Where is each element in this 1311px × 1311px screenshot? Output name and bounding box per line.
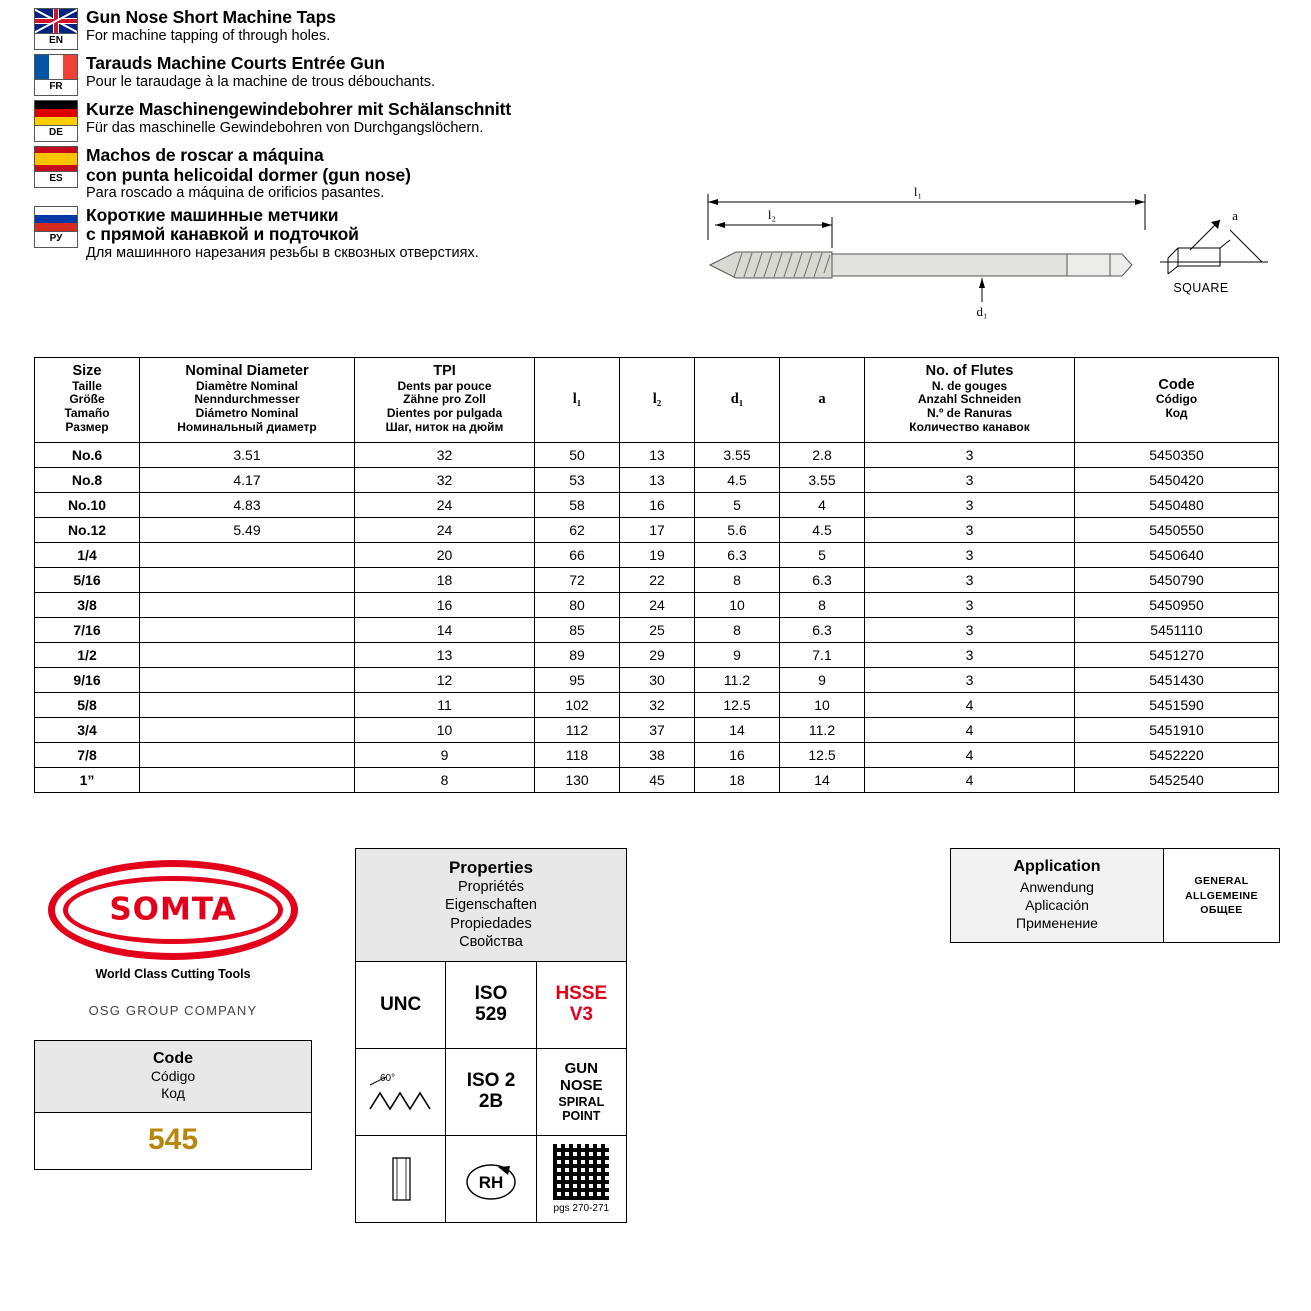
cell-flutes: 4 — [865, 692, 1075, 717]
cell-a: 4.5 — [780, 517, 865, 542]
language-text-ru — [86, 206, 674, 262]
table-row — [35, 517, 1279, 542]
cell-d1: 8 — [695, 567, 780, 592]
flag-box-en — [34, 8, 78, 50]
cell-d1: 4.5 — [695, 467, 780, 492]
table-row — [35, 717, 1279, 742]
uk-flag-icon — [34, 8, 78, 34]
cell-code: 5451110 — [1075, 617, 1279, 642]
table-row — [35, 442, 1279, 467]
cell-size: No.6 — [35, 442, 140, 467]
cell-a: 3.55 — [780, 467, 865, 492]
header-code: Code Código Код — [1075, 358, 1279, 443]
cell-flutes: 3 — [865, 617, 1075, 642]
flag-box-de — [34, 100, 78, 142]
cell-a: 4 — [780, 492, 865, 517]
table-row — [35, 642, 1279, 667]
label-square: SQUARE — [1173, 281, 1229, 295]
properties-title-fr: Propriétés — [457, 879, 525, 896]
header-d1: d₁ — [695, 358, 780, 443]
header-flutes: No. of Flutes N. de gouges Anzahl Schneiden N.º de Ranuras Количество канавок — [865, 358, 1075, 443]
flag-box-ru — [34, 206, 78, 248]
properties-row-3 — [356, 1136, 626, 1222]
gun-label: GUN — [564, 1060, 598, 1078]
cell-l2: 19 — [620, 542, 695, 567]
square-shank-icon — [381, 1150, 421, 1208]
header-l1: l₁ — [535, 358, 620, 443]
cell-d1: 18 — [695, 767, 780, 792]
cell-l2: 22 — [620, 567, 695, 592]
cell-size: 7/16 — [35, 617, 140, 642]
cell-d1: 16 — [695, 742, 780, 767]
language-code-de: DE — [34, 126, 78, 142]
cell-tpi: 13 — [355, 642, 535, 667]
cell-tpi: 32 — [355, 442, 535, 467]
cell-l2: 16 — [620, 492, 695, 517]
language-code-ru: РУ — [34, 232, 78, 248]
property-thread-angle — [356, 1049, 446, 1135]
cell-tpi: 12 — [355, 667, 535, 692]
cell-size: No.10 — [35, 492, 140, 517]
property-rotation-direction — [446, 1136, 536, 1222]
title-de: Kurze Maschinengewindebohrer mit Schälanschnitt — [86, 99, 512, 119]
somta-wordmark: SOMTA — [109, 891, 237, 928]
language-code-en: EN — [34, 34, 78, 50]
cell-a: 5 — [780, 542, 865, 567]
cell-l2: 30 — [620, 667, 695, 692]
subtitle-en: For machine tapping of through holes. — [86, 27, 331, 44]
cell-l1: 85 — [535, 617, 620, 642]
header-l2: l₂ — [620, 358, 695, 443]
qr-code-icon[interactable] — [553, 1144, 609, 1200]
table-row — [35, 567, 1279, 592]
properties-header — [356, 849, 626, 962]
cell-size: 3/4 — [35, 717, 140, 742]
cell-a: 10 — [780, 692, 865, 717]
application-title-es: Aplicación — [1025, 896, 1089, 913]
table-row — [35, 592, 1279, 617]
rh-label: RH — [478, 1172, 504, 1192]
hsse-v3-label: V3 — [569, 1003, 593, 1025]
cell-size: 1/4 — [35, 542, 140, 567]
cell-l1: 118 — [535, 742, 620, 767]
cell-flutes: 3 — [865, 467, 1075, 492]
language-block-de — [34, 100, 674, 142]
cell-a: 7.1 — [780, 642, 865, 667]
thread-angle-60-icon — [364, 1065, 438, 1119]
title2-es: con punta helicoidal dormer (gun nose) — [86, 164, 411, 185]
language-text-fr — [86, 54, 674, 90]
language-header — [34, 8, 674, 266]
cell-code: 5450420 — [1075, 467, 1279, 492]
cell-nominal-diameter: 4.17 — [140, 467, 355, 492]
nose-label: NOSE — [560, 1077, 603, 1095]
table-row — [35, 767, 1279, 792]
property-tolerance-class — [446, 1049, 536, 1135]
application-title-ru: Применение — [1016, 915, 1098, 932]
cell-tpi: 8 — [355, 767, 535, 792]
cell-l2: 13 — [620, 442, 695, 467]
cell-l2: 13 — [620, 467, 695, 492]
badge-general-de: ALLGEMEINE — [1185, 889, 1258, 902]
flag-box-fr — [34, 54, 78, 96]
language-text-de — [86, 100, 674, 136]
page-reference-label: pgs 270-271 — [553, 1202, 610, 1214]
cell-flutes: 3 — [865, 592, 1075, 617]
application-badge — [1164, 849, 1279, 942]
cell-l1: 58 — [535, 492, 620, 517]
cell-code: 5450550 — [1075, 517, 1279, 542]
application-block — [950, 848, 1280, 943]
cell-l2: 45 — [620, 767, 695, 792]
cell-size: 1” — [35, 767, 140, 792]
france-flag-icon — [34, 54, 78, 80]
cell-tpi: 16 — [355, 592, 535, 617]
cell-flutes: 4 — [865, 742, 1075, 767]
header-size: Size Taille Größe Tamaño Размер — [35, 358, 140, 443]
cell-flutes: 3 — [865, 642, 1075, 667]
tap-technical-diagram — [690, 170, 1280, 325]
cell-nominal-diameter: 3.51 — [140, 442, 355, 467]
title2-ru: с прямой канавкой и подточкой — [86, 224, 359, 245]
properties-row-2 — [356, 1049, 626, 1136]
cell-l1: 80 — [535, 592, 620, 617]
application-labels — [951, 849, 1164, 942]
subtitle-de: Für das maschinelle Gewindebohren von Durchgangslöchern. — [86, 119, 484, 136]
tolerance-2b-label: 2B — [478, 1090, 504, 1112]
cell-tpi: 24 — [355, 517, 535, 542]
cell-d1: 8 — [695, 617, 780, 642]
unc-label: UNC — [380, 993, 422, 1015]
cell-code: 5450480 — [1075, 492, 1279, 517]
spain-flag-icon — [34, 146, 78, 172]
label-d1: d₁ — [976, 304, 988, 319]
table-row — [35, 617, 1279, 642]
properties-title-es: Propiedades — [450, 915, 532, 932]
language-block-en — [34, 8, 674, 50]
cell-size: 7/8 — [35, 742, 140, 767]
cell-size: 1/2 — [35, 642, 140, 667]
header-nominal-diameter: Nominal Diameter Diamètre Nominal Nenndurchmesser Diámetro Nominal Номинальный диаметр — [140, 358, 355, 443]
cell-nominal-diameter — [140, 592, 355, 617]
cell-d1: 10 — [695, 592, 780, 617]
cell-nominal-diameter — [140, 642, 355, 667]
cell-tpi: 20 — [355, 542, 535, 567]
cell-flutes: 3 — [865, 517, 1075, 542]
cell-code: 5452220 — [1075, 742, 1279, 767]
cell-d1: 9 — [695, 642, 780, 667]
table-row — [35, 667, 1279, 692]
cell-flutes: 3 — [865, 667, 1075, 692]
cell-size: No.12 — [35, 517, 140, 542]
language-text-es — [86, 146, 674, 202]
cell-l1: 72 — [535, 567, 620, 592]
title-en: Gun Nose Short Machine Taps — [86, 7, 336, 27]
language-text-en — [86, 8, 674, 44]
cell-l1: 62 — [535, 517, 620, 542]
cell-tpi: 32 — [355, 467, 535, 492]
cell-d1: 11.2 — [695, 667, 780, 692]
cell-flutes: 3 — [865, 567, 1075, 592]
code-label-en: Code — [153, 1050, 193, 1067]
cell-size: 9/16 — [35, 667, 140, 692]
cell-a: 8 — [780, 592, 865, 617]
table-head — [35, 358, 1279, 443]
cell-d1: 5 — [695, 492, 780, 517]
cell-l2: 25 — [620, 617, 695, 642]
cell-code: 5450350 — [1075, 442, 1279, 467]
language-block-fr — [34, 54, 674, 96]
cell-size: 5/8 — [35, 692, 140, 717]
right-hand-rotation-icon — [458, 1150, 524, 1208]
cell-a: 12.5 — [780, 742, 865, 767]
cell-code: 5450640 — [1075, 542, 1279, 567]
cell-d1: 12.5 — [695, 692, 780, 717]
iso-tolerance-label: ISO 2 — [466, 1069, 516, 1091]
cell-nominal-diameter — [140, 742, 355, 767]
cell-d1: 3.55 — [695, 442, 780, 467]
cell-d1: 6.3 — [695, 542, 780, 567]
language-block-es — [34, 146, 674, 202]
cell-tpi: 10 — [355, 717, 535, 742]
cell-l2: 32 — [620, 692, 695, 717]
table-header-row — [35, 358, 1279, 443]
property-iso-529 — [446, 962, 536, 1048]
tap-body — [710, 252, 1132, 278]
language-code-es: ES — [34, 172, 78, 188]
cell-l2: 24 — [620, 592, 695, 617]
cell-a: 2.8 — [780, 442, 865, 467]
properties-row-1 — [356, 962, 626, 1049]
cell-nominal-diameter — [140, 692, 355, 717]
property-thread-standard — [356, 962, 446, 1048]
cell-code: 5451270 — [1075, 642, 1279, 667]
cell-flutes: 3 — [865, 542, 1075, 567]
properties-title-ru: Свойства — [459, 933, 523, 950]
property-catalogue-qr[interactable] — [537, 1136, 626, 1222]
cell-code: 5450950 — [1075, 592, 1279, 617]
cell-l1: 89 — [535, 642, 620, 667]
cell-tpi: 14 — [355, 617, 535, 642]
badge-general-ru: ОБЩЕЕ — [1200, 903, 1243, 916]
osg-group-label: OSG GROUP COMPANY — [88, 1003, 258, 1018]
cell-flutes: 3 — [865, 492, 1075, 517]
table-row — [35, 492, 1279, 517]
header-tpi: TPI Dents par pouce Zähne pro Zoll Dientes por pulgada Шаг, ниток на дюйм — [355, 358, 535, 443]
spiral-label: SPIRAL — [558, 1094, 605, 1109]
cell-nominal-diameter — [140, 567, 355, 592]
language-block-ru — [34, 206, 674, 262]
germany-flag-icon — [34, 100, 78, 126]
cell-l1: 95 — [535, 667, 620, 692]
cell-l2: 38 — [620, 742, 695, 767]
cell-tpi: 18 — [355, 567, 535, 592]
cell-nominal-diameter — [140, 717, 355, 742]
cell-d1: 5.6 — [695, 517, 780, 542]
label-a: a — [1232, 208, 1238, 223]
cell-nominal-diameter — [140, 667, 355, 692]
table-row — [35, 692, 1279, 717]
cell-code: 5451590 — [1075, 692, 1279, 717]
cell-size: 5/16 — [35, 567, 140, 592]
cell-l1: 53 — [535, 467, 620, 492]
cell-l1: 50 — [535, 442, 620, 467]
cell-nominal-diameter — [140, 767, 355, 792]
label-l2: l₂ — [767, 207, 777, 222]
cell-l2: 37 — [620, 717, 695, 742]
cell-code: 5451910 — [1075, 717, 1279, 742]
language-code-fr: FR — [34, 80, 78, 96]
cell-l1: 112 — [535, 717, 620, 742]
somta-logo — [48, 860, 298, 960]
title-ru: Короткие машинные метчики — [86, 204, 339, 225]
somta-tagline: World Class Cutting Tools — [95, 967, 251, 981]
cell-d1: 14 — [695, 717, 780, 742]
table-body — [35, 442, 1279, 792]
cell-nominal-diameter: 4.83 — [140, 492, 355, 517]
application-title-en: Application — [1013, 858, 1101, 875]
cell-tpi: 9 — [355, 742, 535, 767]
code-box — [34, 1040, 312, 1170]
tap-drawing-svg — [690, 170, 1280, 325]
brand-block — [34, 848, 312, 1170]
cell-a: 9 — [780, 667, 865, 692]
cell-size: No.8 — [35, 467, 140, 492]
cell-l1: 102 — [535, 692, 620, 717]
table-row — [35, 742, 1279, 767]
cell-flutes: 4 — [865, 767, 1075, 792]
subtitle-es: Para roscado a máquina de orificios pasantes. — [86, 185, 385, 202]
title-fr: Tarauds Machine Courts Entrée Gun — [86, 53, 385, 73]
table-row — [35, 542, 1279, 567]
subtitle-ru: Для машинного нарезания резьбы в сквозных отверстиях. — [86, 245, 479, 262]
label-l1: l₁ — [913, 184, 923, 199]
cell-a: 6.3 — [780, 617, 865, 642]
cell-a: 11.2 — [780, 717, 865, 742]
code-box-header — [35, 1041, 311, 1113]
square-detail — [1160, 208, 1268, 295]
cell-nominal-diameter: 5.49 — [140, 517, 355, 542]
property-material-grade — [537, 962, 626, 1048]
thread-angle-label: 60° — [379, 1072, 395, 1084]
russia-flag-icon — [34, 206, 78, 232]
badge-general-en: GENERAL — [1194, 875, 1249, 888]
cell-code: 5451430 — [1075, 667, 1279, 692]
hsse-label: HSSE — [555, 982, 608, 1004]
cell-nominal-diameter — [140, 617, 355, 642]
property-shank-type — [356, 1136, 446, 1222]
iso-number: 529 — [475, 1003, 507, 1025]
cell-code: 5450790 — [1075, 567, 1279, 592]
property-point-geometry — [537, 1049, 626, 1135]
cell-a: 14 — [780, 767, 865, 792]
flag-box-es — [34, 146, 78, 188]
cell-l2: 29 — [620, 642, 695, 667]
code-number: 545 — [35, 1113, 311, 1169]
header-a: a — [780, 358, 865, 443]
properties-block — [355, 848, 627, 1223]
cell-code: 5452540 — [1075, 767, 1279, 792]
cell-a: 6.3 — [780, 567, 865, 592]
subtitle-fr: Pour le taraudage à la machine de trous débouchants. — [86, 73, 436, 90]
specification-table — [34, 357, 1279, 793]
properties-title-de: Eigenschaften — [445, 897, 537, 914]
cell-flutes: 3 — [865, 442, 1075, 467]
cell-l1: 130 — [535, 767, 620, 792]
point-label: POINT — [562, 1109, 601, 1123]
cell-tpi: 24 — [355, 492, 535, 517]
cell-flutes: 4 — [865, 717, 1075, 742]
properties-title-en: Properties — [448, 858, 534, 877]
code-label-es: Código — [150, 1068, 196, 1085]
cell-tpi: 11 — [355, 692, 535, 717]
application-title-de: Anwendung — [1020, 878, 1094, 895]
cell-size: 3/8 — [35, 592, 140, 617]
cell-nominal-diameter — [140, 542, 355, 567]
code-label-ru: Код — [161, 1084, 185, 1101]
cell-l2: 17 — [620, 517, 695, 542]
cell-l1: 66 — [535, 542, 620, 567]
title-es: Machos de roscar a máquina — [86, 145, 324, 165]
table-row — [35, 467, 1279, 492]
iso-label: ISO — [474, 982, 508, 1004]
